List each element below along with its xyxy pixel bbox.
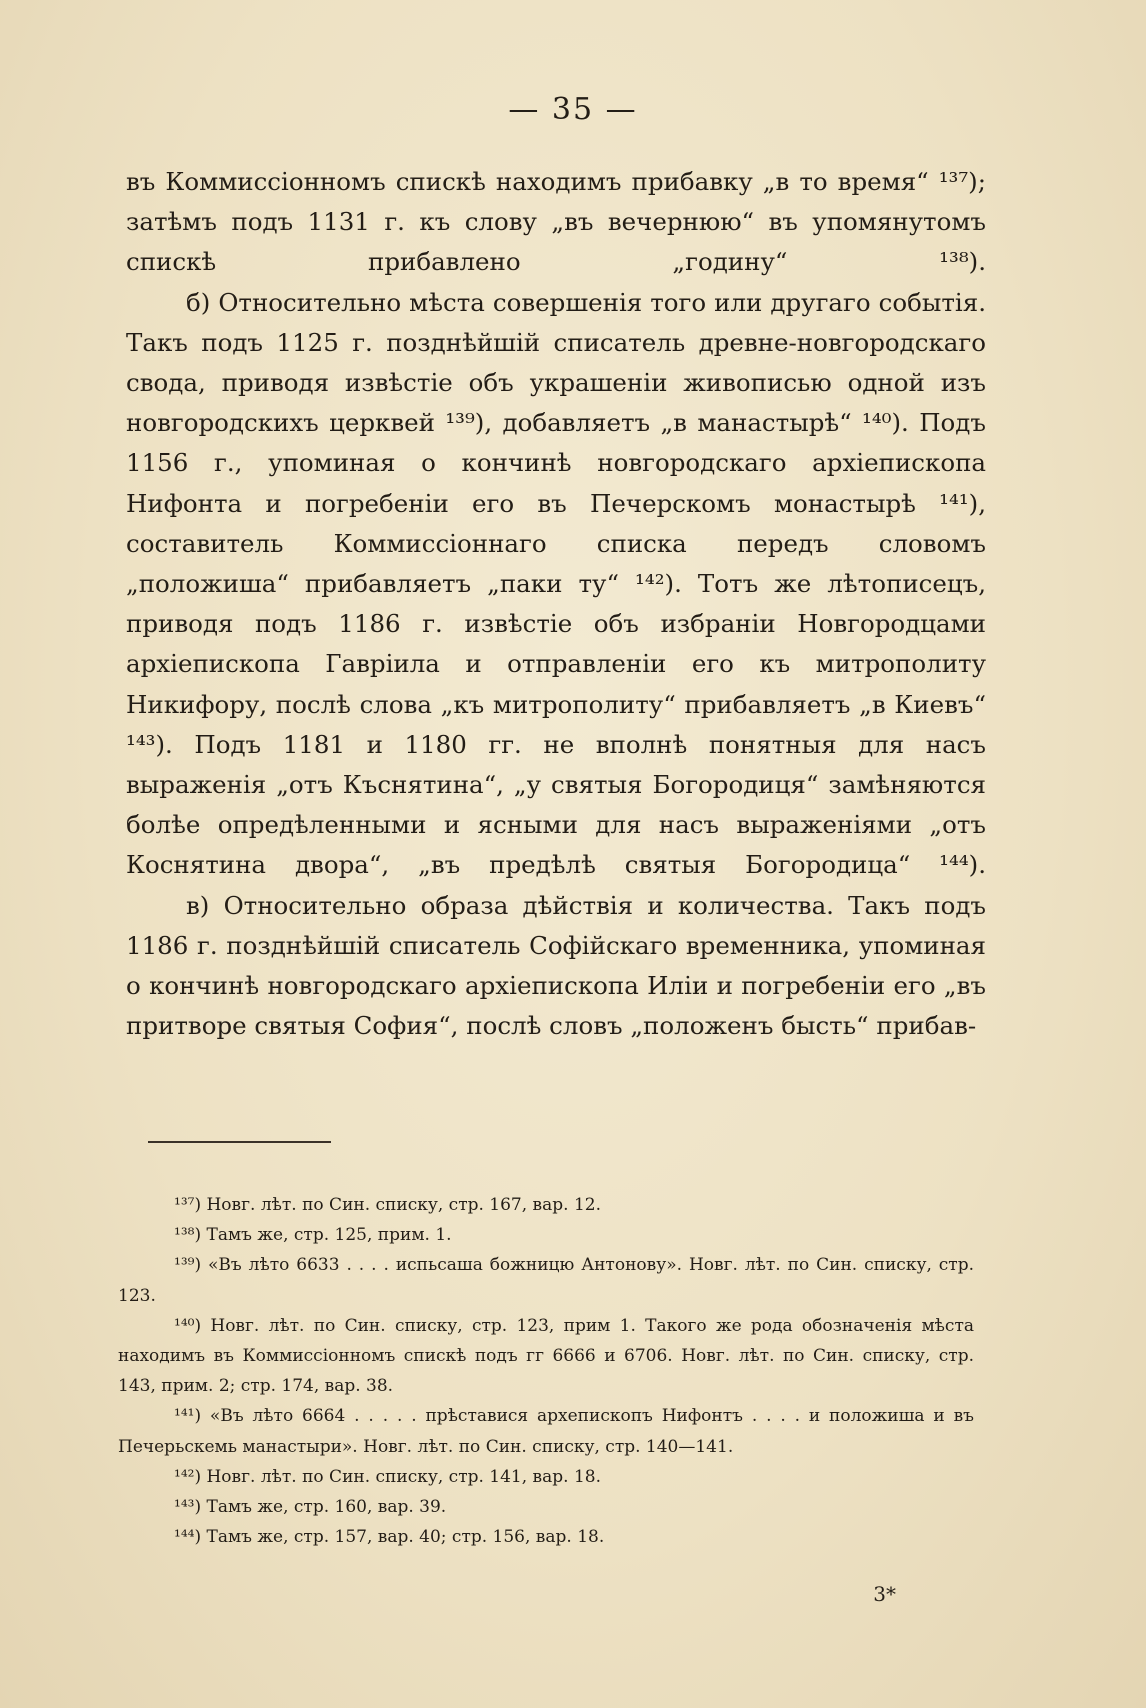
footnotes [118,1190,974,1552]
footnote-139: ¹³⁹) «Въ лѣто 6633 . . . . испьсаша божницю Антонову». Новг. лѣт. по Син. списку, стр. 123. [118,1255,974,1306]
footnote-142: ¹⁴²) Новг. лѣт. по Син. списку, стр. 141, вар. 18. [174,1466,601,1487]
paragraph-2: б) Относительно мѣста совершенія того или другаго событія. Такъ подъ 1125 г. позднѣйшій списатель древне-новгородскаго свода, приводя извѣстіе объ украшеніи живописью одной изъ новгородскихъ церквей ¹³⁹), добавляетъ „в манастырѣ“ ¹⁴⁰). Подъ 1156 г., упоминая о кончинѣ новгородскаго архіепископа Нифонта и погребеніи его въ Печерскомъ монастырѣ ¹⁴¹), составитель Коммиссіоннаго списка передъ словомъ „положиша“ прибавляетъ „паки ту“ ¹⁴²). Тотъ же лѣтописецъ, приводя подъ 1186 г. извѣстіе объ избраніи Новгородцами архіепископа Гавріила и отправленіи его къ митрополиту Никифору, послѣ слова „къ митрополиту“ прибавляетъ „в Киевъ“ ¹⁴³). Подъ 1181 и 1180 гг. не вполнѣ понятныя для насъ выраженія „отъ Къснятина“, „у святыя Богородиця“ замѣняются болѣе опредѣленными и ясными для насъ выраженіями „отъ Коснятина двора“, „въ предѣлѣ святыя Богородица“ ¹⁴⁴). [126,287,986,880]
signature-mark: 3* [873,1582,896,1606]
paragraph-1: въ Коммиссіонномъ спискѣ находимъ прибавку „в то время“ ¹³⁷); затѣмъ подъ 1131 г. къ слову „въ вечернюю“ въ упомянутомъ спискѣ прибавлено „годину“ ¹³⁸). [126,167,986,277]
footnote-137: ¹³⁷) Новг. лѣт. по Син. списку, стр. 167, вар. 12. [174,1195,601,1215]
footnote-140: ¹⁴⁰) Новг. лѣт. по Син. списку, стр. 123, прим 1. Такого же рода обозначенія мѣста находимъ въ Коммиссіонномъ спискѣ подъ гг 6666 и 6706. Новг. лѣт. по Син. списку, стр. 143, прим. 2; стр. 174, вар. 38. [118,1315,974,1397]
footnote-144: ¹⁴⁴) Тамъ же, стр. 157, вар. 40; стр. 156, вар. 18. [174,1527,605,1548]
footnote-143: ¹⁴³) Тамъ же, стр. 160, вар. 39. [174,1497,447,1518]
footnote-141: ¹⁴¹) «Въ лѣто 6664 . . . . . прѣставися архепископъ Нифонтъ . . . . и положиша и въ Печерьскемь манастыри». Новг. лѣт. по Син. списку, стр. 140—141. [118,1406,974,1457]
page-number: — 35 — [508,92,638,127]
body-text [126,162,986,1046]
footnote-separator [148,1141,331,1143]
paragraph-3: в) Относительно образа дѣйствія и количества. Такъ подъ 1186 г. позднѣйшій списатель Софійскаго временника, упоминая о кончинѣ новгородскаго архіепископа Иліи и погребеніи его „въ притворе святыя София“, послѣ словъ „положенъ бысть“ прибав- [126,890,986,1041]
footnote-138: ¹³⁸) Тамъ же, стр. 125, прим. 1. [174,1225,452,1246]
